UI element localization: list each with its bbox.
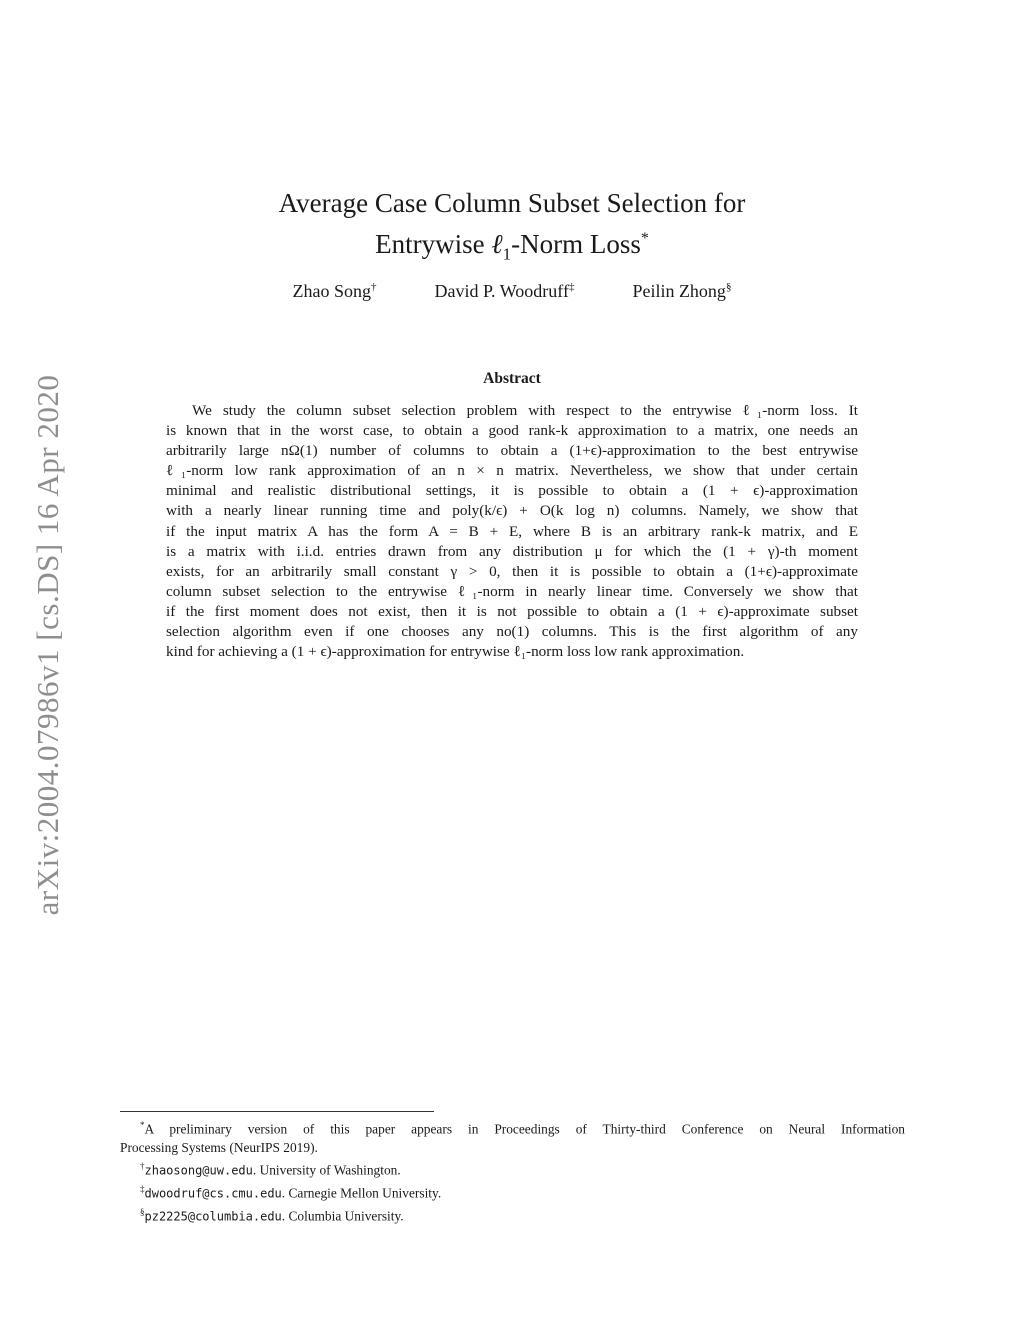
abstract-line: is known that in the worst case, to obtain a good rank-k approximation to a matrix, one needs an — [166, 422, 858, 440]
arxiv-identifier: arXiv:2004.07986v1 [cs.DS] 16 Apr 2020 — [30, 374, 65, 916]
abstract-heading: Abstract — [483, 370, 541, 387]
author-list — [0, 281, 1024, 302]
author-david-woodruff: David P. Woodruff‡ — [434, 281, 575, 301]
footnote-david-woodruff: ‡dwoodruf@cs.cmu.edu. Carnegie Mellon University. — [140, 1184, 442, 1201]
footnote-divider — [120, 1111, 434, 1112]
abstract-line: if the first moment does not exist, then it is not possible to obtain a (1 + ϵ)-approximate subset — [166, 602, 858, 620]
abstract-line: if the input matrix A has the form A = B + E, where B is an arbitrary rank-k matrix, and E — [166, 522, 858, 540]
email-link-pz2225[interactable]: pz2225@columbia.edu — [144, 1209, 282, 1224]
abstract-line: kind for achieving a (1 + ϵ)-approximation for entrywise ℓ₁-norm loss low rank approximation. — [166, 643, 745, 661]
abstract-line: minimal and realistic distributional settings, it is possible to obtain a (1 + ϵ)-approximation — [166, 482, 858, 500]
abstract-line: column subset selection to the entrywise ℓ₁-norm in nearly linear time. Conversely we show that — [166, 582, 858, 600]
abstract-line: We study the column subset selection problem with respect to the entrywise ℓ₁-norm loss. It — [192, 402, 858, 419]
email-link-dwoodruf[interactable]: dwoodruf@cs.cmu.edu — [144, 1186, 282, 1201]
abstract-line: ℓ₁-norm low rank approximation of an n × n matrix. Nevertheless, we show that under certain — [166, 462, 858, 480]
footnote-zhao-song: †zhaosong@uw.edu. University of Washington. — [140, 1161, 401, 1178]
arxiv-sidebar — [28, 355, 68, 935]
title-line-1: Average Case Column Subset Selection for — [278, 188, 746, 218]
footnotes — [120, 1116, 905, 1226]
paper-title — [0, 185, 1024, 272]
author-zhao-song: Zhao Song† — [292, 281, 377, 301]
abstract-line: with a nearly linear running time and poly(k/ϵ) + O(k log n) columns. Namely, we show that — [166, 502, 858, 520]
footnote-preliminary-cont: Processing Systems (NeurIPS 2019). — [120, 1139, 318, 1155]
footnote-preliminary: *A preliminary version of this paper appears in Proceedings of Thirty-third Conference on Neural Information — [140, 1120, 905, 1137]
abstract-line: selection algorithm even if one chooses any no(1) columns. This is the first algorithm of any — [166, 623, 858, 641]
abstract-line: exists, for an arbitrarily small constant γ > 0, then it is possible to obtain a (1+ϵ)-approximate — [166, 562, 858, 580]
title-line-2: Entrywise ℓ$_1$-Norm Loss* — [375, 229, 649, 264]
abstract-body — [166, 401, 858, 662]
abstract-line: arbitrarily large nΩ(1) number of columns to obtain a (1+ϵ)-approximation to the best entrywise — [166, 442, 858, 460]
abstract-line: is a matrix with i.i.d. entries drawn from any distribution μ for which the (1 + γ)-th moment — [166, 542, 858, 560]
footnote-peilin-zhong: §pz2225@columbia.edu. Columbia University. — [140, 1207, 404, 1224]
author-peilin-zhong: Peilin Zhong§ — [632, 281, 732, 301]
email-link-zhaosong[interactable]: zhaosong@uw.edu — [144, 1163, 253, 1178]
